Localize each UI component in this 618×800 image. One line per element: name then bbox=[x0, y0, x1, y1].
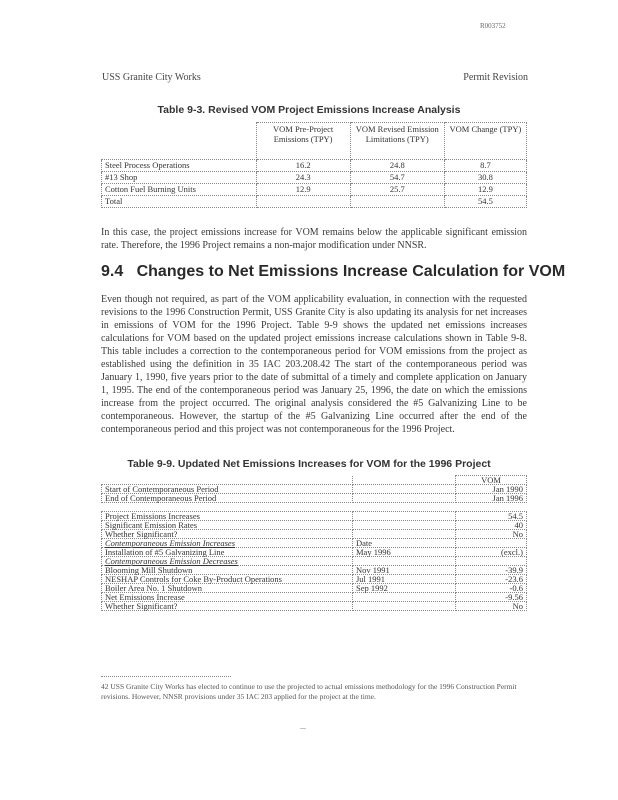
paragraph-conclusion: In this case, the project emissions increase for VOM remains below the applicable significant emission rate. Therefore, the 1996 Project remains a non-major modification under NNSR. bbox=[101, 227, 527, 251]
table-row bbox=[102, 494, 527, 503]
table-header-cell: VOM Change (TPY) bbox=[444, 123, 526, 160]
table-cell bbox=[353, 521, 456, 530]
table-cell: Contemporaneous Emission Decreases bbox=[102, 557, 353, 566]
table-cell: Jan 1990 bbox=[456, 485, 527, 494]
table-cell: -39.9 bbox=[456, 566, 527, 575]
table-cell: Total bbox=[102, 196, 257, 208]
footnote-divider bbox=[101, 676, 231, 677]
table-header-cell: VOM Revised Emission Limitations (TPY) bbox=[350, 123, 444, 160]
table-row bbox=[102, 196, 527, 208]
table-cell: Start of Contemporaneous Period bbox=[102, 485, 353, 494]
table1-header-row bbox=[102, 123, 527, 160]
table-cell: 24.8 bbox=[350, 160, 444, 172]
table1 bbox=[101, 122, 527, 208]
document-id: R003752 bbox=[480, 22, 506, 30]
table-cell bbox=[353, 602, 456, 611]
table-header-cell bbox=[102, 123, 257, 160]
table-cell: Sep 1992 bbox=[353, 584, 456, 593]
table-cell: 54.5 bbox=[456, 512, 527, 521]
table-cell: -0.6 bbox=[456, 584, 527, 593]
table-cell: Blooming Mill Shutdown bbox=[102, 566, 353, 575]
header-right: Permit Revision bbox=[463, 72, 528, 83]
table-cell: 54.5 bbox=[444, 196, 526, 208]
table-cell: Installation of #5 Galvanizing Line bbox=[102, 548, 353, 557]
table-cell: Whether Significant? bbox=[102, 530, 353, 539]
table-header-cell: VOM Pre-Project Emissions (TPY) bbox=[256, 123, 350, 160]
table-cell: No bbox=[456, 602, 527, 611]
paragraph-net-emissions: Even though not required, as part of the VOM applicability evaluation, in connection with the requested revisions to the 1996 Construction Permit, USS Granite City is also updating its analysis for net increases in emissions of VOM for the 1996 Project. Table 9-9 shows the updated net emissions increases calculations for VOM based on the updated project emissions increase calculations shown in Table 9-8. This table includes a correction to the contemporaneous period for VOM emissions from the project as established using the definition in 35 IAC 203.208.42 The start of the contemporaneous period was January 1, 1990, five years prior to the date of submittal of a timely and complete application on January 1, 1995. The end of the contemporaneous period was January 25, 1996, the date on which the emissions increase from the project occurred. The original analysis considered the #5 Galvanizing Line to be contemporaneous. However, the startup of the #5 Galvanizing Line occurred after the end of the contemporaneous period and this project was not contemporaneous for the 1996 Project. bbox=[101, 294, 527, 435]
table-cell: (excl.) bbox=[456, 548, 527, 557]
table-row bbox=[102, 172, 527, 184]
table-cell: -9.56 bbox=[456, 593, 527, 602]
table-cell: Whether Significant? bbox=[102, 602, 353, 611]
table-cell: 30.8 bbox=[444, 172, 526, 184]
table-cell: Jan 1996 bbox=[456, 494, 527, 503]
table2 bbox=[101, 475, 527, 611]
table2-caption: Table 9-9. Updated Net Emissions Increases for VOM for the 1996 Project bbox=[127, 458, 491, 470]
table-row bbox=[102, 602, 527, 611]
table-header-cell: VOM bbox=[456, 476, 527, 485]
table-cell: Cotton Fuel Burning Units bbox=[102, 184, 257, 196]
table-cell: 12.9 bbox=[256, 184, 350, 196]
table-cell bbox=[353, 593, 456, 602]
table-cell: Steel Process Operations bbox=[102, 160, 257, 172]
table-cell bbox=[350, 196, 444, 208]
table-cell: 8.7 bbox=[444, 160, 526, 172]
table-cell: Boiler Area No. 1 Shutdown bbox=[102, 584, 353, 593]
page-number: ... bbox=[300, 722, 306, 731]
table-row bbox=[102, 184, 527, 196]
table-row bbox=[102, 160, 527, 172]
table-cell: Net Emissions Increase bbox=[102, 593, 353, 602]
table-cell: 24.3 bbox=[256, 172, 350, 184]
table-cell: Project Emissions Increases bbox=[102, 512, 353, 521]
table-cell bbox=[353, 494, 456, 503]
table-cell: Jul 1991 bbox=[353, 575, 456, 584]
table-cell: Date bbox=[353, 539, 456, 548]
table-cell: 12.9 bbox=[444, 184, 526, 196]
section-heading bbox=[101, 263, 565, 281]
table-cell: Significant Emission Rates bbox=[102, 521, 353, 530]
table-cell: May 1996 bbox=[353, 548, 456, 557]
table-cell: No bbox=[456, 530, 527, 539]
table-cell bbox=[353, 485, 456, 494]
table-cell: 16.2 bbox=[256, 160, 350, 172]
table-cell: -23.6 bbox=[456, 575, 527, 584]
table-cell: 25.7 bbox=[350, 184, 444, 196]
header-left: USS Granite City Works bbox=[102, 72, 201, 83]
table-cell: 40 bbox=[456, 521, 527, 530]
table1-caption: Table 9-3. Revised VOM Project Emissions Increase Analysis bbox=[157, 104, 461, 116]
table-cell: Contemporaneous Emission Increases bbox=[102, 539, 353, 548]
table-cell bbox=[353, 512, 456, 521]
section-number: 9.4 bbox=[101, 263, 124, 280]
section-title: Changes to Net Emissions Increase Calculation for VOM bbox=[136, 263, 566, 280]
table-header-cell bbox=[353, 476, 456, 485]
table-cell: NESHAP Controls for Coke By-Product Operations bbox=[102, 575, 353, 584]
table-cell: #13 Shop bbox=[102, 172, 257, 184]
table-cell bbox=[256, 196, 350, 208]
footnote: 42 USS Granite City Works has elected to continue to use the projected to actual emissions methodology for the 1996 Construction Permit revisions. However, NNSR provisions under 35 IAC 203 applied for the project at the time. bbox=[101, 682, 517, 701]
table-cell: 54.7 bbox=[350, 172, 444, 184]
table-cell: End of Contemporaneous Period bbox=[102, 494, 353, 503]
table-cell: Nov 1991 bbox=[353, 566, 456, 575]
